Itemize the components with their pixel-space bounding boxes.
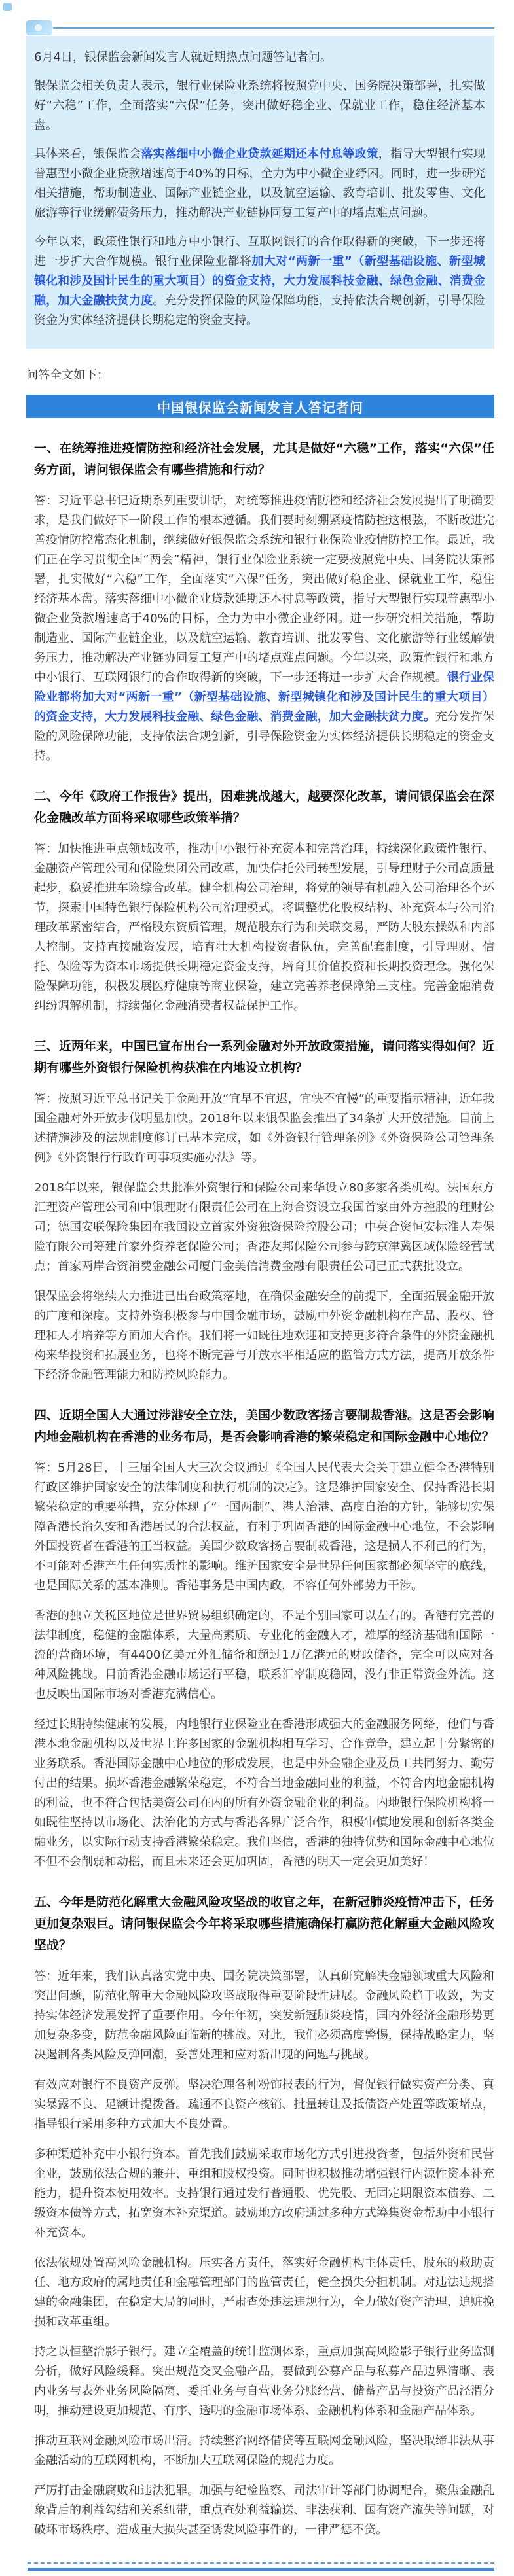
text-run: 答：5月28日，十三届全国人大三次会议通过《全国人民代表大会关于建立健全香港特别行政区维护国家安全的法律制度和执行机制的决定》。这是维护国家安全、保持香港长期繁荣稳定的重要举措，充分体现了“一国两制”、港人治港、高度自治的方针，能够切实保障香港长治久安和香港居民的合法权益，有利于巩固香港的国际金融中心地位，不会影响外国投资者在香港的正当权益。美国少数政客扬言要制裁香港，这是损人不利己的行为，不可能对香港产生任何实质性的影响。维护国家安全是世界任何国家都必须坚守的底线，也是国际关系的基本准则。香港事务是中国内政，不容任何外部势力干涉。	[34, 1461, 494, 1593]
paragraph	[34, 1178, 494, 1277]
answer-block-2	[34, 839, 494, 1016]
text-run: 多种渠道补充中小银行资本。首先我们鼓励采取市场化方式引进投资者，包括外资和民营企业，鼓励依法合规的兼并、重组和股权投资。同时也积极推动增强银行内源性资本补充能力，提升资本使用效率。支持银行通过发行普通股、优先股、无固定期限资本债券、二级资本债等方式，拓宽资本补充渠道。鼓励地方政府通过多种方式筹集资金帮助中小银行补充资本。	[34, 2147, 494, 2240]
paragraph	[34, 2431, 494, 2471]
text-run: 经过长期持续健康的发展，内地银行业保险业在香港形成强大的金融服务网络，他们与香港本地金融机构以及世界上许多国家的金融机构相互学习、合作竞争，建立起十分紧密的业务联系。香港国际金融中心地位的形成发展，也是中外金融企业及员工共同努力、勤劳付出的结果。损坏香港金融繁荣稳定，不符合当地金融同业的利益，不符合内地金融机构的利益，也不符合包括美资公司在内的所有外资金融企业的利益。内地银行保险机构将一如既往坚持以市场化、法治化的方式与香港各界广泛合作，积极审慎地发展和创新各类金融业务，以实际行动支持香港繁荣稳定。我们坚信，香港的独特优势和国际金融中心地位不但不会削弱和动摇，而且未来还会更加巩固，香港的明天一定会更加美好！	[34, 1718, 494, 1869]
paragraph	[34, 2481, 494, 2540]
article-header	[26, 20, 494, 36]
text-run: 2018年以来，银保监会共批准外资银行和保险公司来华设立80多家各类机构。法国东方汇理资产管理公司和中银理财有限责任公司在上海合资设立我国首家由外方控股的理财公司；德国安联保险集团在我国设立首家外资独资保险控股公司；中英合资恒安标准人寿保险有限公司筹建首家外资养老保险公司；香港友邦保险公司参与跨京津冀区域保险经营试点；首家两岸合资消费金融公司厦门金美信消费金融有限责任公司已正式获批设立。	[34, 1181, 494, 1273]
text-run: 推动互联网金融风险市场出清。持续整治网络借贷等互联网金融风险，坚决取缔非法从事金融活动的互联网机构，不断加大互联网保险的规范力度。	[34, 2434, 494, 2467]
page-corner-mark	[3, 3, 12, 11]
paragraph	[34, 1715, 494, 1872]
paragraph	[34, 1089, 494, 1168]
answer-block-4	[34, 1458, 494, 1872]
text-run: 充分发挥保险的风险保障功能，支持依法合规创新，引导保险资金为实体经济提供长期稳定的资金支持。	[34, 710, 495, 763]
text-run: 具体来看，银保监会	[34, 147, 141, 161]
answer-block-5	[34, 1967, 494, 2540]
highlighted-text: 加大对“两新一重”（新型基础设施、新型城镇化和涉及国计民生的重大项目）的资金支持，大力发展科技金融、绿色金融、消费金融，加大金融扶贫力度	[34, 255, 485, 308]
text-run: 6月4日，银保监会新闻发言人就近期热点问题答记者问。	[34, 50, 332, 64]
highlighted-text: 银行业保险业都将加大对“两新一重”（新型基础设施、新型城镇化和涉及国计民生的重大项目）的资金支持，大力发展科技金融、绿色金融、消费金融，加大金融扶贫力度。	[34, 671, 495, 724]
header-divider-line	[53, 27, 494, 29]
footer-dashed-divider	[28, 2562, 494, 2564]
paragraph	[34, 1967, 494, 2065]
text-run: 答：近年来，我们认真落实党中央、国务院决策部署，认真研究解决金融领域重大风险和突出问题，防范化解重大金融风险攻坚战取得重要阶段性进展。金融风险趋于收敛，为支持实体经济发展发挥了重要作用。今年年初，突发新冠肺炎疫情，国内外经济金融形势更加复杂多变，防范金融风险面临新的挑战。对此，我们必须高度警惕，保持战略定力，坚决遏制各类风险反弹回潮，妥善处理和应对新出现的问题与挑战。	[34, 1969, 494, 2062]
paragraph	[34, 839, 494, 1016]
text-run: 答：习近平总书记近期系列重要讲话，对统筹推进疫情防控和经济社会发展提出了明确要求，是我们做好下一阶段工作的根本遵循。我们要时刻绷紧疫情防控这根弦，不断改进完善疫情防控常态化机制，继续做好银保监会系统和银行业保险业疫情防控工作。最近，我们正在学习贯彻全国“两会”精神，银行业保险业系统一定要按照党中央、国务院决策部署，扎实做好“六稳”工作，全面落实“六保”任务，突出做好稳企业、保就业工作，稳住经济基本盘。落实落细中小微企业贷款延期还本付息等政策，指导大型银行实现普惠型小微企业贷款增速高于40%的目标，全力为中小微企业纾困。进一步研究相关措施，帮助制造业、国际产业链企业，以及航空运输、教育培训、批发零售、文化旅游等行业缓解债务压力，推动解决产业链协同复工复产中的堵点难点问题。今年以来，政策性银行和地方中小银行、互联网银行的合作取得新的突破，下一步还将进一步扩大合作规模。	[34, 494, 494, 684]
qa-section	[34, 438, 494, 2540]
text-run: 今年以来，政策性银行和地方中小银行、互联网银行的合作取得新的突破，下一步还将进一步扩大合作规模。银行业保险业都将	[34, 235, 485, 268]
paragraph	[34, 2253, 494, 2332]
paragraph	[34, 2145, 494, 2243]
paragraph	[34, 77, 485, 135]
highlighted-text: 落实落细中小微企业贷款延期还本付息等政策	[141, 147, 378, 161]
paragraph	[34, 491, 494, 766]
paragraph	[34, 2342, 494, 2421]
paragraph	[34, 1287, 494, 1385]
text-run: 依法依规处置高风险金融机构。压实各方责任，落实好金融机构主体责任、股东的救助责任、地方政府的属地责任和金融管理部门的监管责任，健全损失分担机制。对违法违规搭建的金融集团，在稳定大局的同时，严肃查处违法违规行为，全力做好资产清理、追赃挽损和改革重组。	[34, 2256, 494, 2329]
article-footer	[28, 2562, 494, 2571]
question-heading-2: 二、今年《政府工作报告》提出，困难挑战越大，越要深化改革，请问银保监会在深化金融改革方面将采取哪些政策举措？	[34, 789, 495, 825]
answer-block-1	[34, 491, 494, 766]
question-heading-3: 三、近两年来，中国已宣布出台一系列金融对外开放政策措施，请问落实得如何？近期有哪些外资银行保险机构获准在内地设立机构？	[34, 1039, 495, 1075]
text-run: 香港的独立关税区地位是世界贸易组织确定的，不是个别国家可以左右的。香港有完善的法律制度，稳健的金融体系，大量高素质、专业化的金融人才，雄厚的经济基础和国际一流的营商环境，有4400亿美元外汇储备和超过1万亿港元的财政储备，完全可以应对各种风险挑战。目前香港金融市场运行平稳，联系汇率制度稳固，没有非正常资金外流。这也反映出国际市场对香港充满信心。	[34, 1609, 494, 1701]
text-run: ，指导大型银行实现普惠型小微企业贷款增速高于40%的目标，全力为中小微企业纾困。同时，进一步研究相关措施，帮助制造业、国际产业链企业，以及航空运输、教育培训、批发零售、文化旅游等行业缓解债务压力，推动解决产业链协同复工复产中的堵点难点问题。	[34, 147, 486, 220]
text-run: 。充分发挥保险的风险保障功能，支持依法合规创新，引导保险资金为实体经济提供长期稳定的资金支持。	[34, 294, 486, 327]
answer-block-3	[34, 1089, 494, 1385]
qa-full-text-label: 问答全文如下：	[26, 368, 109, 382]
question-heading-1: 一、在统筹推进疫情防控和经济社会发展，尤其是做好“六稳”工作，落实“六保”任务方面，请问银保监会有哪些措施和行动？	[34, 441, 494, 477]
text-run: 答：按照习近平总书记关于金融开放“宜早不宜迟，宜快不宜慢”的重要指示精神，近年我国金融对外开放步伐明显加快。2018年以来银保监会推出了34条扩大开放措施。目前上述措施涉及的法规制度修订已基本完成，如《外资银行管理条例》《外资保险公司管理条例》《外资银行行政许可事项实施办法》等。	[34, 1092, 494, 1165]
paragraph	[34, 1458, 494, 1596]
text-run: 银保监会将继续大力推进已出台政策落地，在确保金融安全的前提下，全面拓展金融开放的广度和深度。支持外资积极参与中国金融市场，鼓励中外资金融机构在产品、股权、管理和人才培养等方面加大合作。我们将一如既往地欢迎和支持更多符合条件的外资金融机构来华投资和拓展业务，也将不断完善与开放水平相适应的监管方式方法，提高开放条件下经济金融管理能力和防控风险能力。	[34, 1290, 494, 1382]
paragraph	[34, 2075, 494, 2134]
intro-highlight-box	[26, 36, 494, 349]
question-heading-4: 四、近期全国人大通过涉港安全立法，美国少数政客扬言要制裁香港。这是否会影响内地金融机构在香港的业务布局，是否会影响香港的繁荣稳定和国际金融中心地位？	[34, 1408, 495, 1444]
text-run: 有效应对银行不良资产反弹。坚决治理各种粉饰报表的行为，督促银行做实资产分类、真实暴露不良、足额计提拨备。疏通不良资产核销、批量转让及抵债资产处置等政策堵点，指导银行采用多种方式加大不良处置。	[34, 2078, 494, 2131]
paragraph	[34, 48, 485, 67]
text-run: 银保监会相关负责人表示，银行业保险业系统将按照党中央、国务院决策部署，扎实做好“六稳”工作，全面落实“六保”任务，突出做好稳企业、保就业工作，稳住经济基本盘。	[34, 79, 485, 132]
paragraph	[34, 232, 485, 330]
text-run: 持之以恒整治影子银行。建立全覆盖的统计监测体系，重点加强高风险影子银行业务监测分析，做好风险缓释。突出规范交叉金融产品，要做到公募产品与私募产品边界清晰、表内业务与表外业务风险隔离、委托业务与自营业务分账经营、储蓄产品与投资产品泾渭分明，推动建设更加规范、有序、透明的金融市场体系、金融机构体系和金融产品体系。	[34, 2345, 494, 2418]
paragraph	[34, 1606, 494, 1704]
footer-solid-divider	[28, 2568, 494, 2571]
text-run: 答：加快推进重点领域改革，推动中小银行补充资本和完善治理，持续深化政策性银行、金融资产管理公司和保险集团公司改革，加快信托公司转型发展，引导理财子公司高质量起步，稳妥推进车险综合改革。健全机构公司治理，将党的领导有机融入公司治理各个环节，探索中国特色银行保险机构公司治理模式，将调整优化股权结构、补充资本与公司治理改革紧密结合，严格股东资质管理，规范股东行为和关联交易，严防大股东操纵和内部人控制。支持直接融资发展，培育壮大机构投资者队伍，完善配套制度，引导理财、信托、保险等为资本市场提供长期稳定资金支持，培育其价值投资和长期投资理念。强化保险保障功能，积极发展医疗健康等商业保险，建立完善养老保障第三支柱。完善金融消费纠纷调解机制，持续强化金融消费者权益保护工作。	[34, 842, 494, 1013]
text-run: 严厉打击金融腐败和违法犯罪。加强与纪检监察、司法审计等部门协调配合，聚焦金融乱象背后的利益勾结和关系纽带，重点查处利益输送、非法获利、国有资产流失等问题，对破坏市场秩序、造成重大损失甚至诱发风险事件的，一律严惩不贷。	[34, 2484, 494, 2537]
banner-title: 中国银保监会新闻发言人答记者问	[26, 395, 494, 418]
question-heading-5: 五、今年是防范化解重大金融风险攻坚战的收官之年，在新冠肺炎疫情冲击下，任务更加复杂艰巨。请问银保监会今年将采取哪些措施确保打赢防范化解重大金融风险攻坚战？	[34, 1895, 495, 1952]
paragraph	[34, 145, 485, 223]
bullet-dot-icon	[35, 24, 42, 31]
bullet-badge-icon	[26, 20, 52, 35]
